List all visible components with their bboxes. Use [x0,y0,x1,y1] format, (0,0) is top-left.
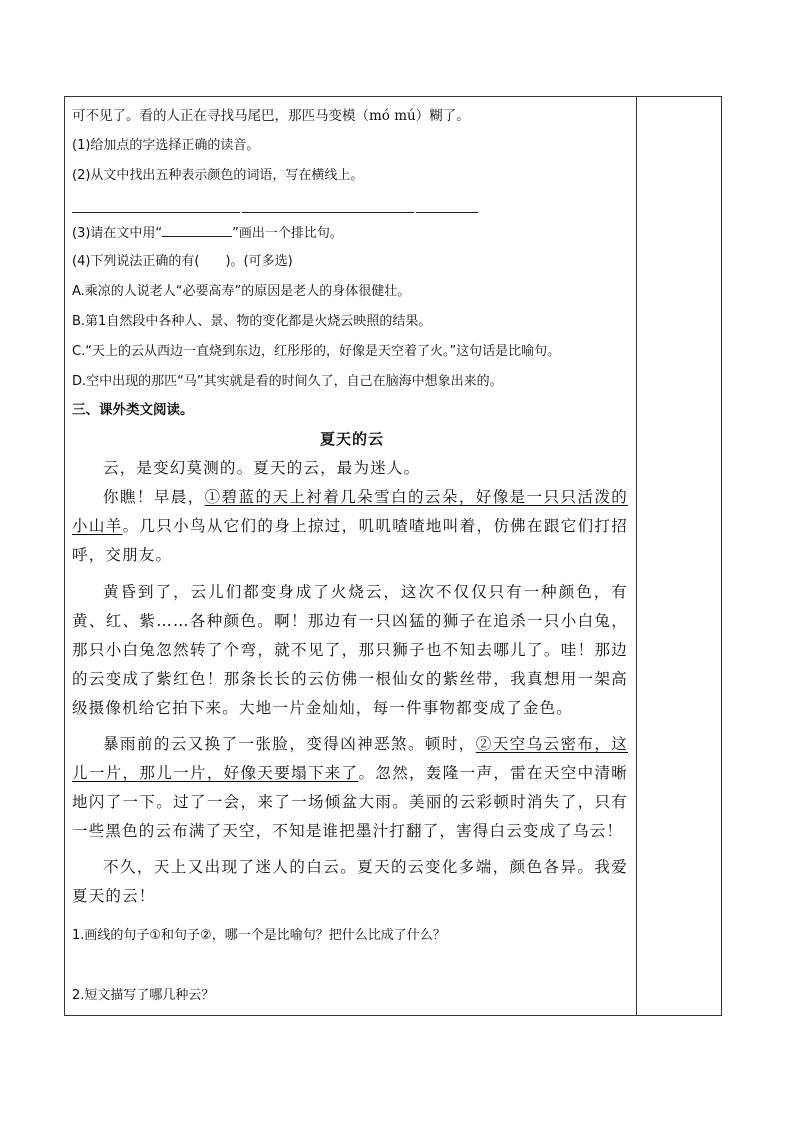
passage-paragraph-5: 不久，天上又出现了迷人的白云。夏天的云变化多端，颜色各异。我爱夏天的云！ [72,858,628,905]
option-b: B.第1自然段中各种人、景、物的变化都是火烧云映照的结果。 [72,314,432,329]
reading-question-2: 2.短文描写了哪几种云？ [72,988,215,1003]
answer-blank-1[interactable] [72,212,240,213]
paragraph-2-lead: 你瞧！早晨， [103,488,205,506]
question-1: (1)给加点的字选择正确的读音。 [72,138,260,153]
notes-column-divider [636,96,637,1016]
passage-title: 夏天的云 [319,430,384,448]
passage-paragraph-2 [72,483,628,570]
reading-question-1: 1.画线的句子①和句子②，哪一个是比喻句？把什么比成了什么？ [72,928,446,943]
option-d: D.空中出现的那匹“马”其实就是看的时间久了，自己在脑海中想象出来的。 [72,374,503,389]
option-c: C.“天上的云从西边一直烧到东边，红彤彤的，好像是天空着了火。”这句话是比喻句。 [72,344,561,359]
question-3-suffix: ”画出一个排比句。 [232,226,343,241]
section-3-heading: 三、课外类文阅读。 [72,402,194,418]
question-3-underline-sample [162,224,232,237]
question-3-prefix: (3)请在文中用“ [72,226,163,241]
underlined-sentence-2: ②天空乌云密布，这儿一片，那儿一片，好像天要塌下来了 [72,735,628,782]
question-2: (2)从文中找出五种表示颜色的词语，写在横线上。 [72,168,364,183]
answer-blank-3[interactable] [416,212,478,213]
paragraph-4-rest: 。忽然，轰隆一声，雷在天空中清晰地闪了一下。过了一会，来了一场倾盆大雨。美丽的云彩顿时消失了，只有一些黑色的云布满了天空，不知是谁把墨汁打翻了，害得白云变成了乌云！ [72,764,628,840]
continued-text-line: 可不见了。看的人正在寻找马尾巴，那匹马变模（mó mú）糊了。 [72,108,470,124]
question-3 [72,224,343,244]
option-a: A.乘凉的人说老人“必要高寿”的原因是老人的身体很健壮。 [72,284,411,299]
passage-paragraph-4 [72,730,628,846]
paragraph-4-lead: 暴雨前的云又换了一张脸，变得凶神恶煞。顿时， [103,735,476,753]
answer-blank-2[interactable] [242,212,414,213]
passage-paragraph-1: 云，是变幻莫测的。夏天的云，最为迷人。 [103,459,421,477]
passage-paragraph-3: 黄昏到了，云儿们都变身成了火烧云，这次不仅仅只有一种颜色，有黄、红、紫……各种颜色。啊！那边有一只凶猛的狮子在追杀一只小白兔，那只小白兔忽然转了个弯，就不见了，那只狮子也不知去哪儿了。哇！那边的云变成了紫红色！那条长长的云仿佛一根仙女的紫丝带，我真想用一架高级摄像机给它拍下来。大地一片金灿灿，每一件事物都变成了金色。 [72,583,628,717]
question-4: (4)下列说法正确的有( )。(可多选) [72,254,293,269]
paragraph-2-rest: 。几只小鸟从它们的身上掠过，叽叽喳喳地叫着，仿佛在跟它们打招呼，交朋友。 [72,517,628,564]
underlined-sentence-1: ①碧蓝的天上衬着几朵雪白的云朵，好像是一只只活泼的小山羊 [72,488,628,535]
